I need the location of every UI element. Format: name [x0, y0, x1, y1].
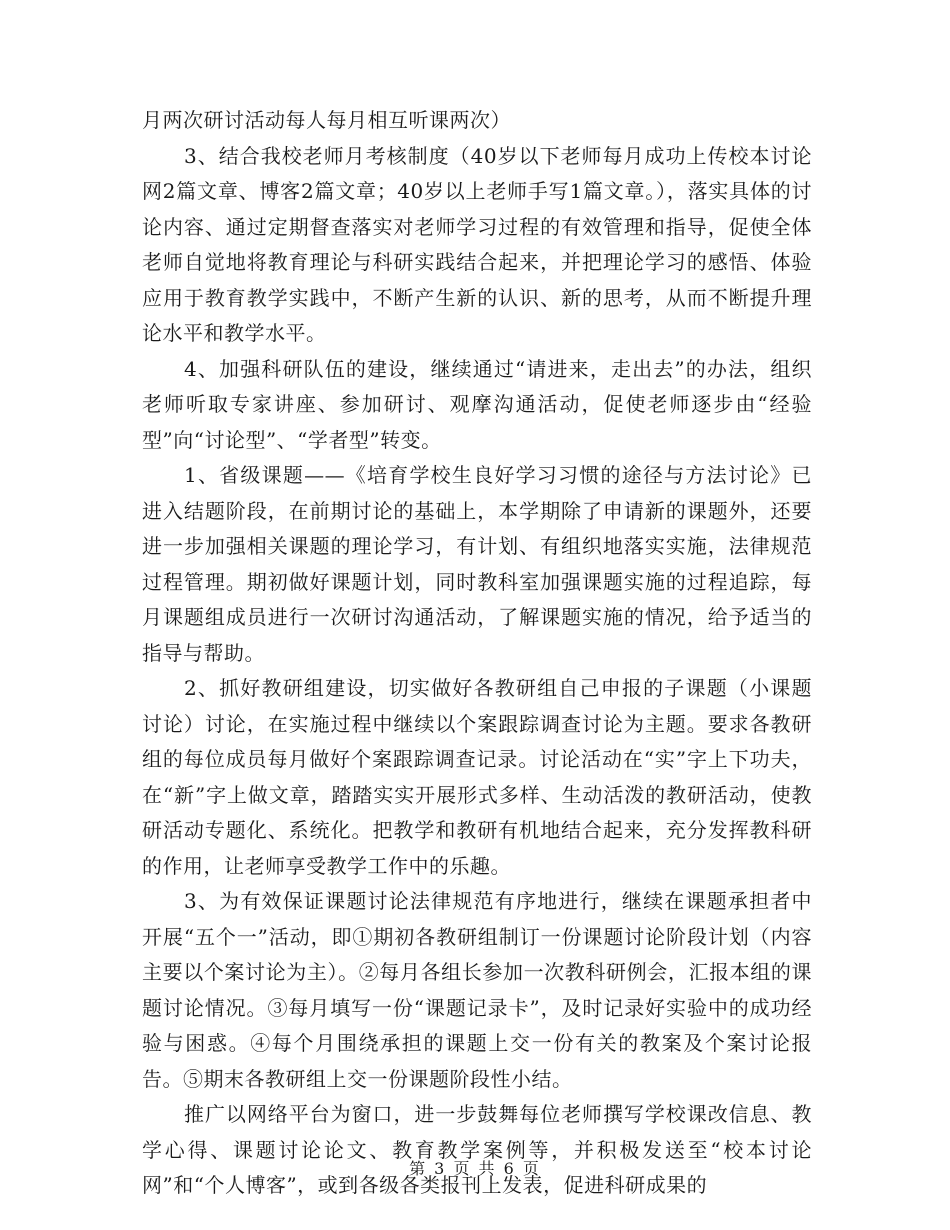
document-body [142, 103, 812, 1204]
paragraph-research-group: 2、抓好教研组建设，切实做好各教研组自己申报的子课题（小课题讨论）讨论，在实施过程中继续以个案跟踪调查讨论为主题。要求各教研组的每位成员每月做好个案跟踪调查记录。讨论活动在“实”字上下功夫，在“新”字上做文章，踏踏实实开展形式多样、生动活泼的教研活动，使教研活动专题化、系统化。把教学和教研有机地结合起来，充分发挥教科研的作用，让老师享受教学工作中的乐趣。 [142, 676, 812, 878]
page-number-footer: 第 3 页 共 6 页 [409, 1159, 541, 1178]
paragraph-five-ones: 3、为有效保证课题讨论法律规范有序地进行，继续在课题承担者中开展“五个一”活动，即①期初各教研组制订一份课题讨论阶段计划（内容主要以个案讨论为主）。②每月各组长参加一次教科研例会，汇报本组的课题讨论情况。③每月填写一份“课题记录卡”，及时记录好实验中的成功经验与困惑。④每个月围绕承担的课题上交一份有关的教案及个案讨论报告。⑤期末各教研组上交一份课题阶段性小结。 [142, 889, 812, 1091]
paragraph-research-team: 4、加强科研队伍的建设，继续通过“请进来，走出去”的办法，组织老师听取专家讲座、参加研讨、观摩沟通活动，促使老师逐步由“经验型”向“讨论型”、“学者型”转变。 [142, 356, 812, 452]
paragraph-teacher-assessment: 3、结合我校老师月考核制度（40岁以下老师每月成功上传校本讨论网2篇文章、博客2篇文章；40岁以上老师手写1篇文章。），落实具体的讨论内容、通过定期督查落实对老师学习过程的有效管理和指导，促使全体老师自觉地将教育理论与科研实践结合起来，并把理论学习的感悟、体验应用于教育教学实践中，不断产生新的认识、新的思考，从而不断提升理论水平和教学水平。 [142, 143, 812, 345]
paragraph-provincial-project: 1、省级课题——《培育学校生良好学习习惯的途径与方法讨论》已进入结题阶段，在前期讨论的基础上，本学期除了申请新的课题外，还要进一步加强相关课题的理论学习，有计划、有组织地落实实施，法律规范过程管理。期初做好课题计划，同时教科室加强课题实施的过程追踪，每月课题组成员进行一次研讨沟通活动，了解课题实施的情况，给予适当的指导与帮助。 [142, 463, 812, 665]
paragraph-continuation: 月两次研讨活动每人每月相互听课两次） [142, 108, 511, 132]
paragraph-network-platform: 推广以网络平台为窗口，进一步鼓舞每位老师撰写学校课改信息、教学心得、课题讨论论文、教育教学案例等，并积极发送至“校本讨论网”和“个人博客”，或到各级各类报刊上发表，促进科研成果的 [142, 1102, 812, 1197]
